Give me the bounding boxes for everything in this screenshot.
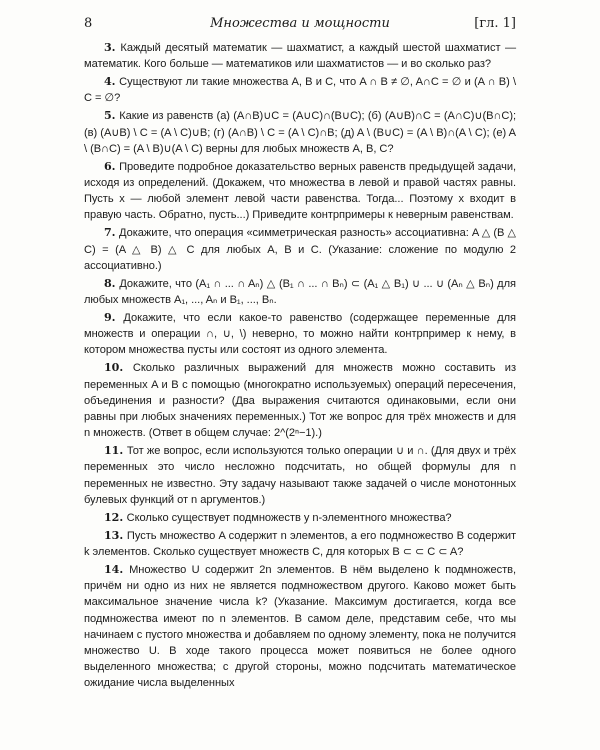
- problem-14: [84, 562, 516, 692]
- problem-text: Сколько существует подмножеств у n-элементного множества?: [126, 511, 452, 524]
- problem-number: 4.: [104, 75, 116, 89]
- problem-text: Проведите подробное доказательство верных равенств предыдущей задачи, исходя из определений. (Докажем, что множества в левой и правой частях равны. Пусть x — любой элемент левой части равенства. Тогда... Поэтому x входит в правую часть. Обратно, пусть...) Приведите контрпримеры к неверным равенствам.: [84, 160, 516, 222]
- problem-number: 11.: [104, 444, 124, 458]
- problem-5: [84, 108, 516, 157]
- problem-text: Докажите, что если какое-то равенство (содержащее переменные для множеств и операции ∩, ∪, \) неверно, то можно найти контрпример к нему, в котором множества пусты или состоят из одного элемента.: [84, 312, 516, 357]
- problem-12: [84, 510, 516, 526]
- problems-list: [84, 40, 516, 693]
- problem-number: 12.: [104, 510, 124, 524]
- problem-text: Существуют ли такие множества A, B и C, что A ∩ B ≠ ∅, A∩C = ∅ и (A ∩ B) \ C = ∅?: [84, 76, 516, 105]
- problem-3: [84, 40, 516, 72]
- problem-number: 9.: [104, 311, 116, 325]
- problem-text: Докажите, что операция «симметрическая разность» ассоциативна: A △ (B △ C) = (A △ B) △ C для любых A, B и C. (Указание: сложение по модулю 2 ассоциативно.): [84, 227, 516, 272]
- problem-text: Множество U содержит 2n элементов. В нём выделено k подмножеств, причём ни одно из них не является подмножеством другого. Каково может быть максимальное значение числа k? (Указание. Максимум достигается, когда все подмножества имеют по n элементов. В самом деле, представим себе, что мы начинаем с пустого множества и добавляем по одному элементу, пока не получится множество U. В ходе такого процесса может появиться не более одного выделенного множества; с другой стороны, можно подсчитать математическое ожидание числа выделенных: [84, 564, 516, 690]
- problem-13: [84, 528, 516, 560]
- problem-7: [84, 225, 516, 274]
- problem-6: [84, 159, 516, 224]
- running-title: Множества и мощности: [210, 16, 390, 31]
- problem-10: [84, 360, 516, 441]
- problem-number: 14.: [104, 563, 124, 577]
- problem-9: [84, 310, 516, 359]
- problem-text: Каждый десятый математик — шахматист, а каждый шестой шахматист — математик. Кого больше — математиков или шахматистов — и во сколько раз?: [84, 42, 516, 71]
- problem-text: Докажите, что (A₁ ∩ ... ∩ Aₙ) △ (B₁ ∩ ... ∩ Bₙ) ⊂ (A₁ △ B₁) ∪ ... ∪ (Aₙ △ Bₙ) для любых множеств A₁, ..., Aₙ и B₁, ..., Bₙ.: [84, 277, 516, 307]
- problem-number: 10.: [104, 361, 124, 375]
- problem-4: [84, 74, 516, 106]
- problem-text: Тот же вопрос, если используются только операции ∪ и ∩. (Для двух и трёх переменных это число несложно подсчитать, но общей формулы для n переменных не известно. Эту задачу называют также задачей о числе монотонных булевых функций от n аргументов.): [84, 445, 516, 506]
- problem-text: Сколько различных выражений для множеств можно составить из переменных A и B с помощью (многократно используемых) операций пересечения, объединения и разности? (Два выражения считаются одинаковыми, если они равны при любых значениях переменных.) Тот же вопрос для трёх множеств и для n множеств. (Ответ в общем случае: 2^(2ⁿ−1).): [84, 362, 516, 440]
- problem-number: 8.: [104, 276, 116, 290]
- problem-number: 3.: [104, 41, 116, 54]
- problem-number: 7.: [104, 226, 116, 240]
- problem-11: [84, 443, 516, 508]
- problem-number: 6.: [104, 159, 116, 173]
- problem-8: [84, 276, 516, 308]
- problem-text: Пусть множество A содержит n элементов, а его подмножество B содержит k элементов. Сколько существует множеств C, для которых B ⊂ ⊂ C ⊂ A?: [84, 529, 517, 559]
- page-header: [84, 14, 516, 34]
- chapter-label: [гл. 1]: [474, 16, 516, 31]
- problem-text: Какие из равенств (а) (A∩B)∪C = (A∪C)∩(B∪C); (б) (A∪B)∩C = (A∩C)∪(B∩C); (в) (A∪B) \ C = (A \ C)∪B; (г) (A∩B) \ C = (A \ C)∩B; (д) A \ (B∪C) = (A \ B)∩(A \ C); (е) A \ (B∩C) = (A \ B)∪(A \ C) верны для любых множеств A, B, C?: [84, 110, 516, 155]
- problem-number: 5.: [104, 109, 116, 123]
- page-number: 8: [84, 16, 93, 31]
- problem-number: 13.: [104, 528, 124, 542]
